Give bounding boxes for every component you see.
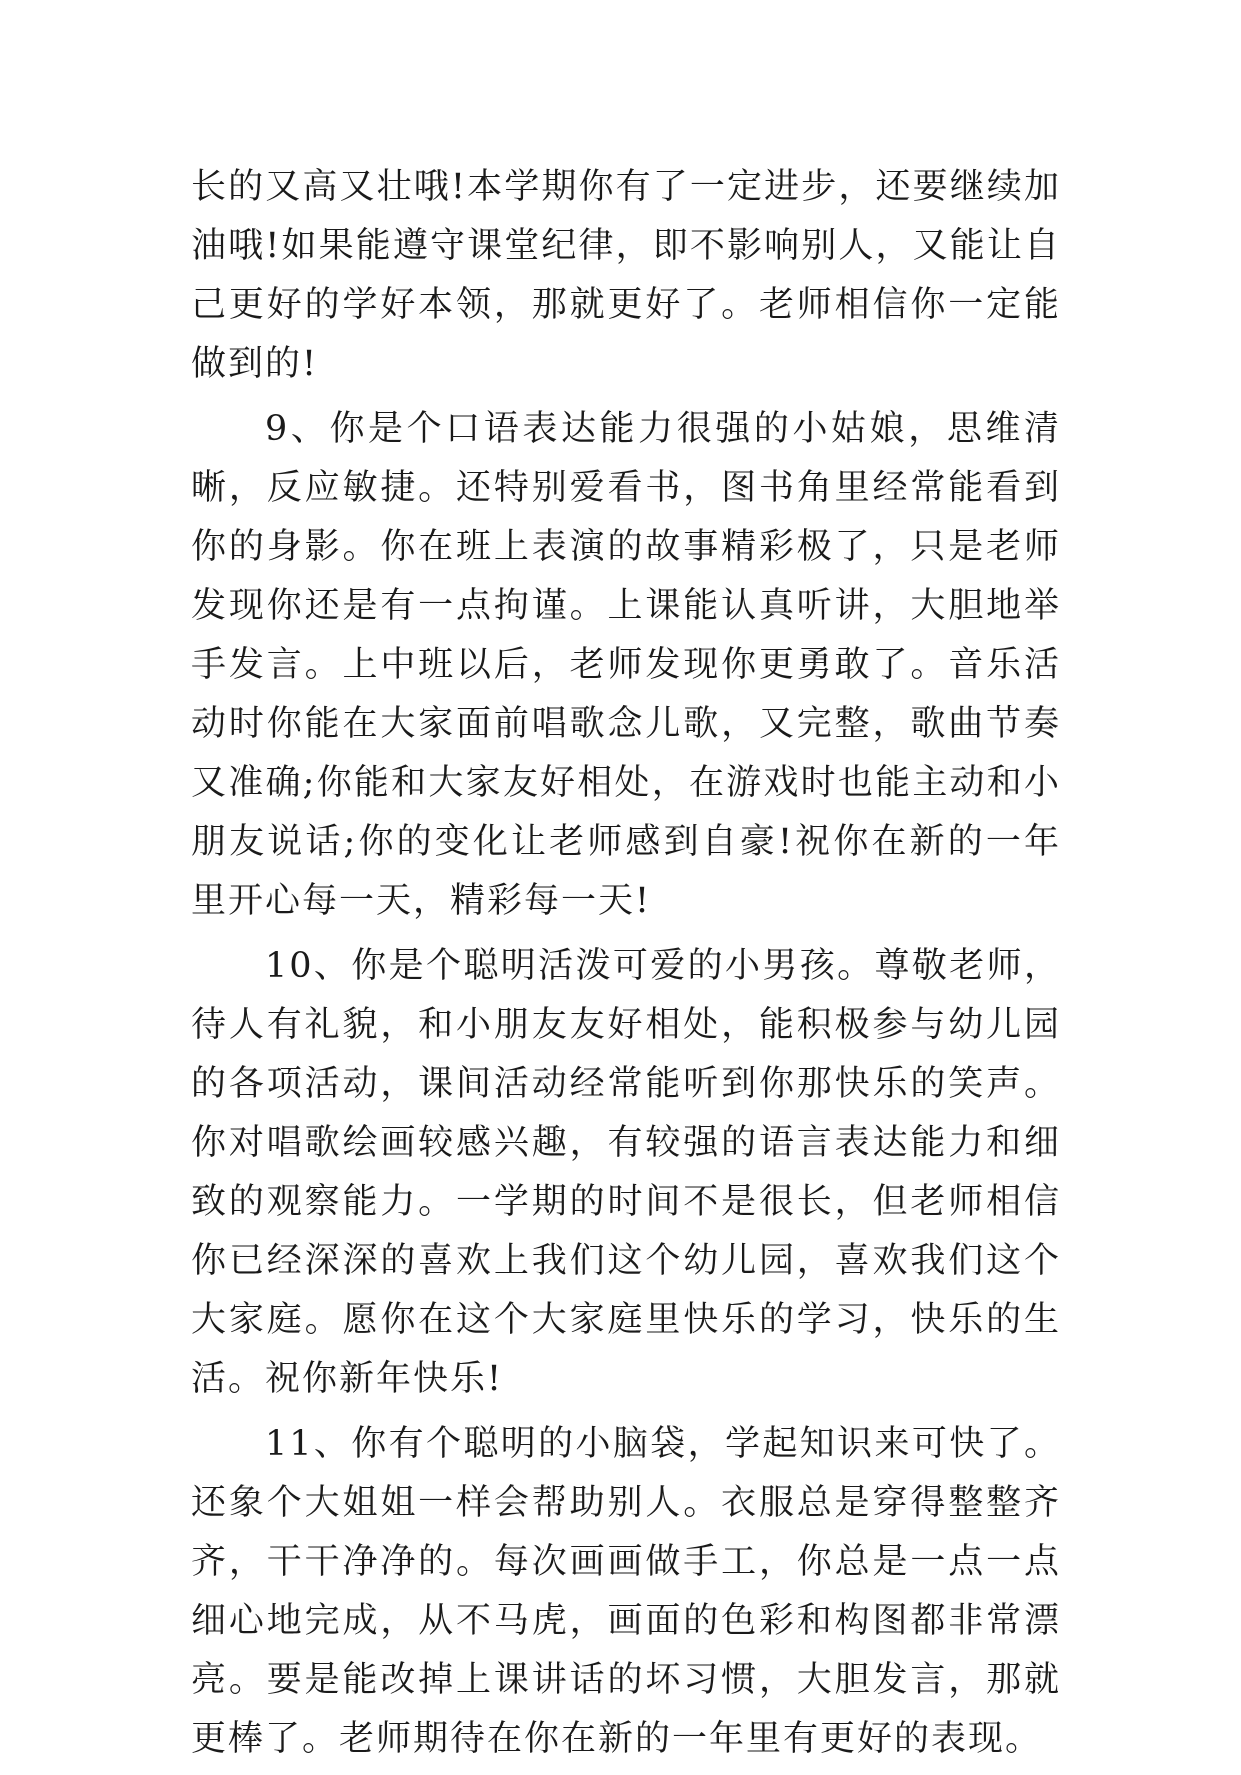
paragraph-continuation: 长的又高又壮哦!本学期你有了一定进步，还要继续加油哦!如果能遵守课堂纪律，即不影响别人，又能让自己更好的学好本领，那就更好了。老师相信你一定能做到的! (191, 167, 1061, 384)
paragraph-item-11: 11、你有个聪明的小脑袋，学起知识来可快了。还象个大姐姐一样会帮助别人。衣服总是穿得整整齐齐，干干净净的。每次画画做手工，你总是一点一点细心地完成，从不马虎，画面的色彩和构图都非常漂亮。要是能改掉上课讲话的坏习惯，大胆发言，那就更棒了。老师期待在你在新的一年里有更好的表现。 (191, 1424, 1061, 1759)
document-body (191, 158, 1061, 1775)
paragraph-item-9: 9、你是个口语表达能力很强的小姑娘，思维清晰，反应敏捷。还特别爱看书，图书角里经常能看到你的身影。你在班上表演的故事精彩极了，只是老师发现你还是有一点拘谨。上课能认真听讲，大胆地举手发言。上中班以后，老师发现你更勇敢了。音乐活动时你能在大家面前唱歌念儿歌，又完整，歌曲节奏又准确;你能和大家友好相处，在游戏时也能主动和小朋友说话;你的变化让老师感到自豪!祝你在新的一年里开心每一天，精彩每一天! (191, 409, 1061, 921)
paragraph-item-10: 10、你是个聪明活泼可爱的小男孩。尊敬老师，待人有礼貌，和小朋友友好相处，能积极参与幼儿园的各项活动，课间活动经常能听到你那快乐的笑声。你对唱歌绘画较感兴趣，有较强的语言表达能力和细致的观察能力。一学期的时间不是很长，但老师相信你已经深深的喜欢上我们这个幼儿园，喜欢我们这个大家庭。愿你在这个大家庭里快乐的学习，快乐的生活。祝你新年快乐! (191, 946, 1061, 1399)
